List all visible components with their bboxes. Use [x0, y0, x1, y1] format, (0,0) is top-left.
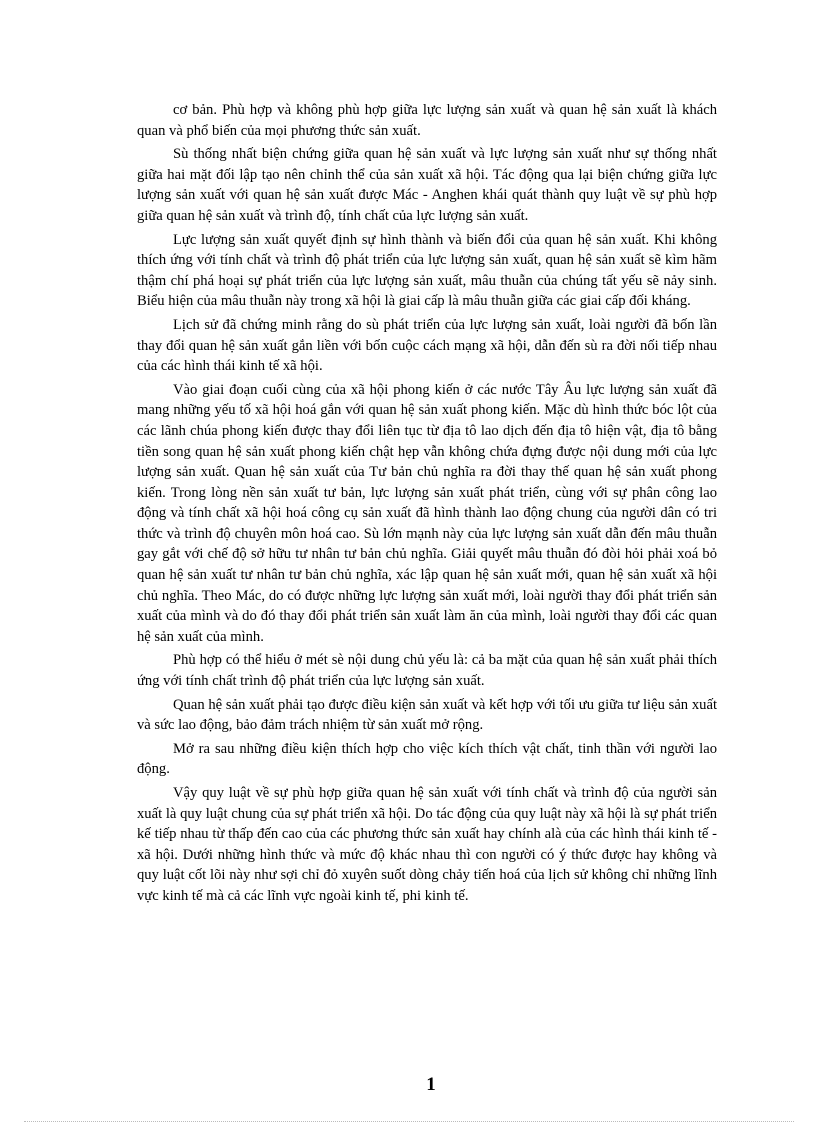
- paragraph-7: Quan hệ sản xuất phải tạo được điều kiện sản xuất và kết hợp với tối ưu giữa tư liệu sản xuất và sức lao động, bảo đảm trách nhiệm từ sản xuất mở rộng.: [137, 696, 717, 734]
- paragraph-2: Sù thống nhất biện chứng giữa quan hệ sản xuất và lực lượng sản xuất như sự thống nhất giữa hai mặt đối lập tạo nên chỉnh thể của sản xuất xã hội. Tác động qua lại biện chứng giữa lực lượng sản xuất với quan hệ sản xuất được Mác - Anghen khái quát thành quy luật về sự phù hợp giữa quan hệ sản xuất và trình độ, tính chất của lực lượng sản xuất.: [137, 146, 717, 224]
- page-bottom-divider: [24, 1121, 794, 1122]
- paragraph-4: Lịch sử đã chứng minh rằng do sù phát triển của lực lượng sản xuất, loài người đã bốn lần thay đổi quan hệ sản xuất gắn liền với bốn cuộc cách mạng xã hội, dẫn đến sù ra đời nối tiếp nhau của các hình thái kinh tế xã hội.: [137, 316, 717, 375]
- paragraph-1: cơ bản. Phù hợp và không phù hợp giữa lực lượng sản xuất và quan hệ sản xuất là khách quan và phổ biến của mọi phương thức sản xuất.: [137, 102, 717, 139]
- paragraph-6: Phù hợp có thể hiểu ở mét sè nội dung chủ yếu là: cả ba mặt của quan hệ sản xuất phải thích ứng với tính chất trình độ phát triển của lực lượng sản xuất.: [137, 652, 717, 690]
- body-text: [137, 100, 717, 910]
- paragraph-5: Vào giai đoạn cuối cùng của xã hội phong kiến ở các nước Tây Âu lực lượng sản xuất đã mang những yếu tố xã hội hoá gắn với quan hệ sản xuất phong kiến. Mặc dù hình thức bóc lột của các lãnh chúa phong kiến được thay đổi liên tục từ địa tô lao dịch đến địa tô hiện vật, địa tô bằng tiền song quan hệ sản xuất phong kiến chật hẹp vẫn không chứa đựng được nội dung mới của lực lượng sản xuất. Quan hệ sản xuất của Tư bản chủ nghĩa ra đời thay thế quan hệ sản xuất phong kiến. Trong lòng nền sản xuất tư bản, lực lượng sản xuất phát triển, cùng với sự phân công lao động và tính chất xã hội hoá công cụ sản xuất đã hình thành lao động chung của người dân có tri thức và trình độ chuyên môn hoá cao. Sù lớn mạnh này của lực lượng sản xuất dẫn đến mâu thuẫn gay gắt với chế độ sở hữu tư nhân tư bản chủ nghĩa. Giải quyết mâu thuẫn đó đòi hỏi phải xoá bỏ quan hệ sản xuất tư nhân tư bản chủ nghĩa, xác lập quan hệ sản xuất mới, quan hệ sản xuất xã hội chủ nghĩa. Theo Mác, do có được những lực lượng sản xuất mới, loài người thay đổi phát triển sản xuất của mình và do đó thay đổi phát triển sản xuất làm ăn của mình, loài người thay đổi các quan hệ sản xuất của mình.: [137, 381, 717, 645]
- paragraph-9: Vậy quy luật về sự phù hợp giữa quan hệ sản xuất với tính chất và trình độ của người sản xuất là quy luật chung của sự phát triển xã hội. Do tác động của quy luật này xã hội là sự phát triển kế tiếp nhau từ thấp đến cao của các phương thức sản xuất hay chính alà của các hình thái kinh tế - xã hội. Dưới những hình thức và mức độ khác nhau thì con người có ý thức được hay không và quy luật cốt lõi này như sợi chỉ đỏ xuyên suốt dòng chảy tiến hoá của lịch sử không chỉ những lĩnh vực kinh tế mà cả các lĩnh vực ngoài kinh tế, phi kinh tế.: [137, 785, 717, 904]
- paragraph-8: Mở ra sau những điều kiện thích hợp cho việc kích thích vật chất, tinh thần với người lao động.: [137, 740, 717, 778]
- page-number: 1: [426, 1074, 436, 1095]
- paragraph-3: Lực lượng sản xuất quyết định sự hình thành và biến đổi của quan hệ sản xuất. Khi không thích ứng với tính chất và trình độ phát triển của lực lượng sản xuất, quan hệ sản xuất sẽ kìm hãm thậm chí phá hoại sự phát triển của lực lượng sản xuất, mâu thuẫn của chúng tất yếu sẽ nảy sinh. Biểu hiện của mâu thuẫn này trong xã hội là giai cấp là mâu thuẫn giữa các giai cấp đối kháng.: [137, 231, 717, 310]
